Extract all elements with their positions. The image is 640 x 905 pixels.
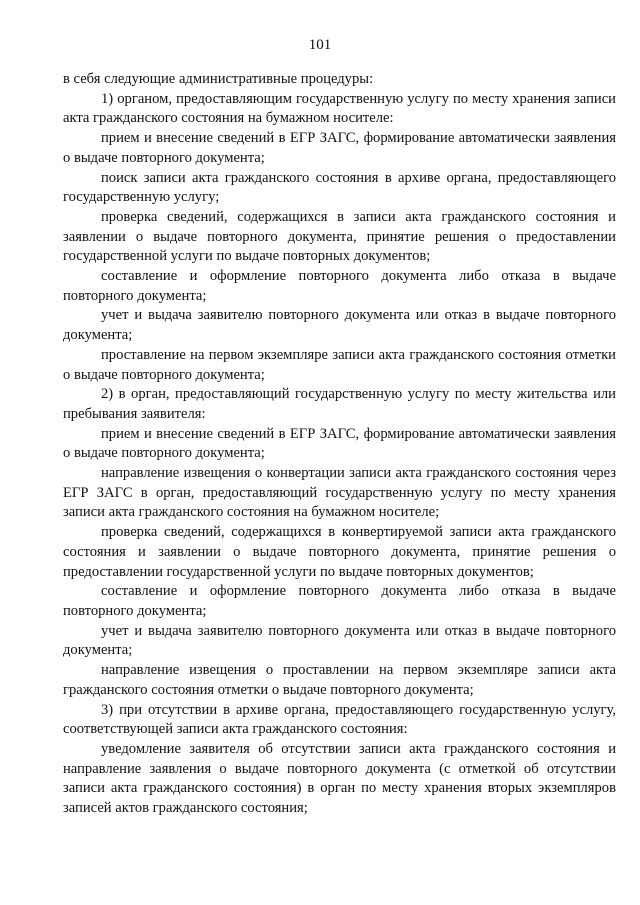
paragraph: проставление на первом экземпляре записи акта гражданского состояния отметки о выдаче повторного документа; [63, 346, 616, 383]
paragraph: составление и оформление повторного документа либо отказа в выдаче повторного документа; [63, 268, 616, 304]
paragraph: 2) в орган, предоставляющий государственную услугу по месту жительства или пребывания заявителя: [63, 386, 616, 422]
paragraph: направление извещения о конвертации записи акта гражданского состояния через ЕГР ЗАГС в орган, предоставляющий государственную услугу по месту хранения записи акта гражданского состояния на бумажном носителе; [63, 465, 616, 521]
paragraph: направление извещения о проставлении на первом экземпляре записи акта гражданского состояния отметки о выдаче повторного документа; [63, 662, 616, 698]
paragraph: проверка сведений, содержащихся в записи акта гражданского состояния и заявлении о выдаче повторного документа, принятие решения о предоставлении государственной услуги по выдаче повторных документов; [63, 208, 616, 265]
document-body [63, 70, 616, 819]
paragraph: составление и оформление повторного документа либо отказа в выдаче повторного документа; [63, 583, 616, 619]
paragraph: проверка сведений, содержащихся в конвертируемой записи акта гражданского состояния и заявлении о выдаче повторного документа, принятие решения о предоставлении государственной услуги по выдаче повторных документов; [63, 524, 616, 580]
paragraph: поиск записи акта гражданского состояния в архиве органа, предоставляющего государственную услугу; [63, 169, 616, 206]
paragraph: учет и выдача заявителю повторного документа или отказ в выдаче повторного документа; [63, 622, 616, 659]
paragraph: прием и внесение сведений в ЕГР ЗАГС, формирование автоматически заявления о выдаче повторного документа; [63, 425, 616, 462]
paragraph: 3) при отсутствии в архиве органа, предоставляющего государственную услугу, соответствующей записи акта гражданского состояния: [63, 701, 616, 738]
paragraph: прием и внесение сведений в ЕГР ЗАГС, формирование автоматически заявления о выдаче повторного документа; [63, 130, 616, 166]
paragraph: в себя следующие административные процедуры: [63, 71, 374, 87]
paragraph: учет и выдача заявителю повторного документа или отказ в выдаче повторного документа; [63, 307, 616, 344]
page-number: 101 [308, 37, 332, 53]
paragraph: 1) органом, предоставляющим государственную услугу по месту хранения записи акта гражданского состояния на бумажном носителе: [63, 90, 616, 127]
paragraph: уведомление заявителя об отсутствии записи акта гражданского состояния и направление заявления о выдаче повторного документа (с отметкой об отсутствии записи акта гражданского состояния) в орган по месту хранения вторых экземпляров записей актов гражданского состояния; [63, 740, 616, 817]
